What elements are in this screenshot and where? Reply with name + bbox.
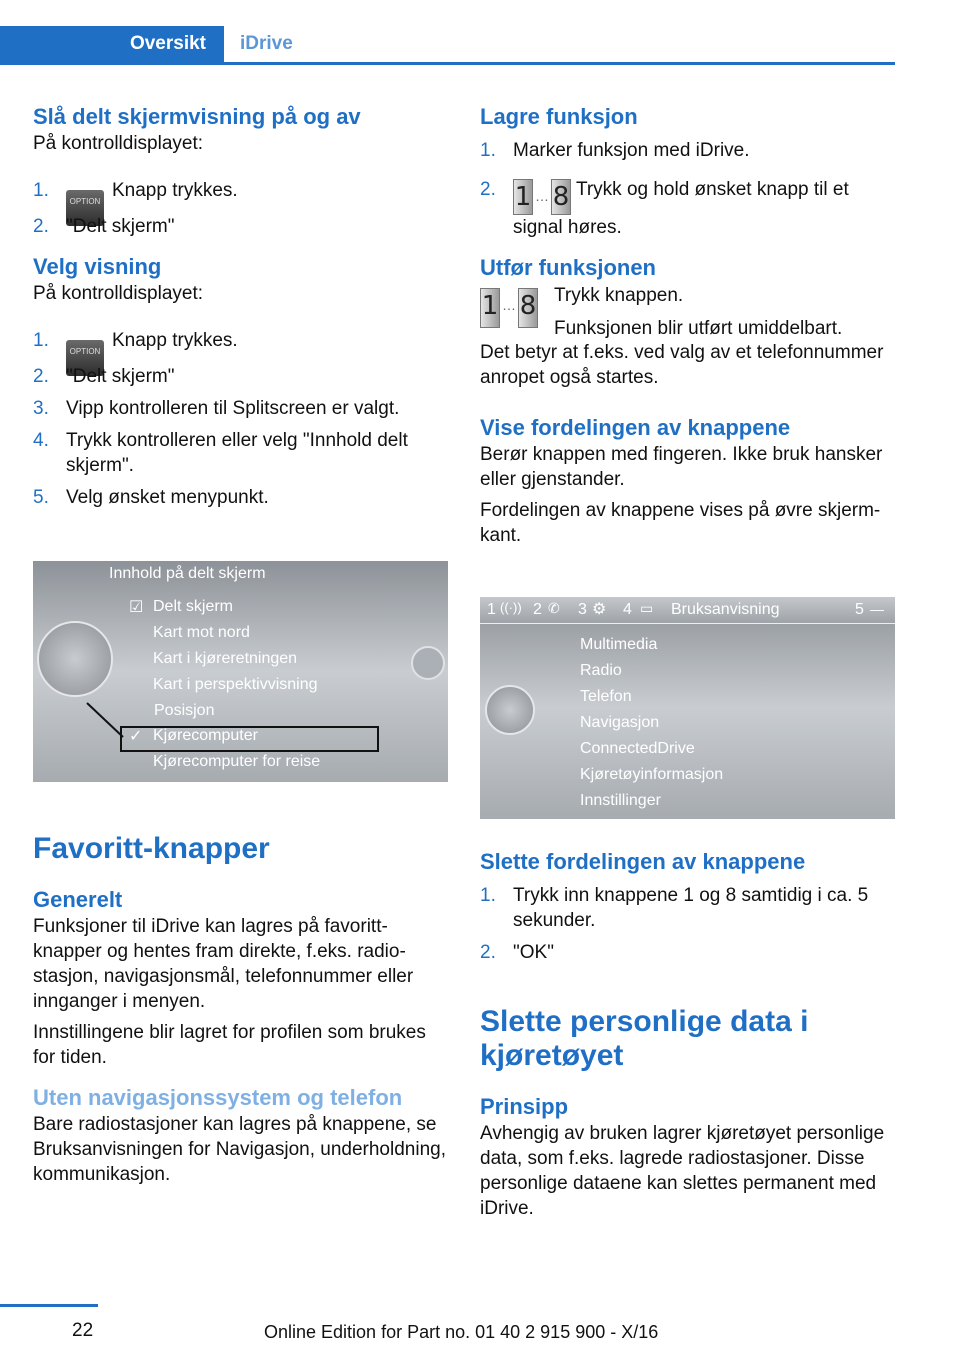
steps-list xyxy=(33,323,449,510)
menu-item: Kart i kjøreretningen xyxy=(153,650,298,667)
menu-item: ConnectedDrive xyxy=(580,740,695,757)
footer-edition-text: Online Edition for Part no. 01 40 2 915 900 - X/16 xyxy=(264,1322,659,1342)
keys-icon: 1 … 8 xyxy=(480,286,538,328)
section-title-split-toggle: Slå delt skjermvisning på og av xyxy=(33,104,361,129)
list-item: 2. 1 … 8 Trykk og hold ønsket knapp til et signal høres. xyxy=(480,179,849,238)
section-title-perform-function: Utfør funksjonen xyxy=(480,255,656,280)
paragraph: Trykk knappen. xyxy=(554,285,684,306)
list-item: 1. OPTIONKnapp trykkes. xyxy=(33,323,449,364)
controller-knob-icon xyxy=(37,621,113,697)
menu-item: Posisjon xyxy=(154,702,215,719)
section-title-no-nav: Uten navigasjonssystem og telefon xyxy=(33,1085,403,1110)
section-title-principle: Prinsipp xyxy=(480,1094,569,1119)
paragraph: Det betyr at f.eks. ved valg av et telefonnummer anropet også startes. xyxy=(480,342,884,388)
paragraph: Funksjoner til iDrive kan lagres på favorittknapper og hentes fram direkte, f.eks. radiostasjon, navigasjonsmål, telefonnummer eller innganger i menyen. xyxy=(33,916,414,1012)
menu-item: Kjørecomputer for reise xyxy=(153,753,321,770)
intro-text: På kontrolldisplayet: xyxy=(33,283,204,304)
steps-list xyxy=(480,883,896,965)
list-item: 2. "OK" xyxy=(480,942,554,963)
list-item: 2. "Delt skjerm" xyxy=(33,366,175,387)
steps-list xyxy=(480,138,896,240)
paragraph: Innstillingene blir lagret for profilen som brukes for tiden. xyxy=(33,1022,426,1068)
paragraph: Fordelingen av knappene vises på øvre skjermkant. xyxy=(480,500,881,546)
option-knob-icon xyxy=(411,646,445,680)
key-1-icon: 1 xyxy=(513,179,533,215)
section-heading-delete-personal-data: Slette personlige data i kjøretøyet xyxy=(480,1005,809,1072)
list-item: 3. Vipp kontrolleren til Splitscreen er valgt. xyxy=(33,398,400,419)
page-number: 22 xyxy=(72,1320,94,1341)
paragraph: Avhengig av bruken lagrer kjøretøyet personlige data, som f.eks. lagrede radiostasjoner. Disse personlige dataene kan slettes permanent med iDrive. xyxy=(480,1123,885,1219)
menu-item: Navigasjon xyxy=(580,714,660,731)
list-item: 1. OPTIONKnapp trykkes. xyxy=(33,173,449,214)
right-column-lower xyxy=(480,848,896,1221)
section-title-general: Generelt xyxy=(33,887,123,912)
key-8-icon: 8 xyxy=(551,179,571,215)
split-screen-menu-image xyxy=(33,561,448,782)
pointer-line xyxy=(85,701,135,741)
tab-oversikt[interactable]: Oversikt xyxy=(0,26,224,62)
menu-item: Multimedia xyxy=(580,636,658,653)
menu-item: Kart i perspektivvisning xyxy=(153,676,318,693)
menu-item: Innstillinger xyxy=(580,792,661,809)
car-icon: ▭ xyxy=(640,600,654,616)
menu-item: Delt skjerm xyxy=(153,598,234,615)
menu-item: Kjøretøyinformasjon xyxy=(580,766,724,783)
menu-item: Radio xyxy=(580,662,622,679)
steps-list xyxy=(33,173,449,239)
intro-text: På kontrolldisplayet: xyxy=(33,133,204,154)
checkbox-icon: ☑ xyxy=(129,599,144,616)
section-heading-favorites: Favoritt-knapper xyxy=(33,832,270,865)
left-column xyxy=(33,103,449,510)
section-title-delete-assignment: Slette fordelingen av knappene xyxy=(480,849,806,874)
menu-item-selected: Kjørecomputer xyxy=(153,727,258,744)
controller-knob-icon xyxy=(485,685,535,735)
phone-icon: ✆ xyxy=(548,600,560,616)
tab-idrive[interactable]: iDrive xyxy=(240,33,293,54)
list-item: 1. Trykk inn knappene 1 og 8 samtidig i ca. 5 sekunder. xyxy=(480,885,869,931)
menu-item: Kart mot nord xyxy=(153,624,250,641)
list-item: 1. Marker funksjon med iDrive. xyxy=(480,140,750,161)
option-button-icon: OPTION xyxy=(66,340,104,376)
dash-icon: — xyxy=(870,601,884,617)
section-title-save-function: Lagre funksjon xyxy=(480,104,638,129)
key-row xyxy=(480,286,896,340)
section-title-show-assignment: Vise fordelingen av knappene xyxy=(480,415,791,440)
list-item: 5. Velg ønsket menypunkt. xyxy=(33,487,269,508)
option-button-icon: OPTION xyxy=(66,190,104,226)
list-item: 4. Trykk kontrolleren eller velg "Innhold delt skjerm". xyxy=(33,430,408,476)
right-column xyxy=(480,103,896,548)
radio-wave-icon: ((·)) xyxy=(500,600,522,615)
gear-icon: ⚙ xyxy=(592,601,607,618)
menu-item: Telefon xyxy=(580,688,632,705)
checkmark-icon: ✓ xyxy=(129,728,143,745)
screen-title: Innhold på delt skjerm xyxy=(109,565,266,582)
paragraph: Bare radiostasjoner kan lagres på knappene, se Bruksanvisningen for Navigasjon, underholdning, kommunikasjon. xyxy=(33,1114,446,1185)
section-title-select-view: Velg visning xyxy=(33,254,162,279)
left-column-lower xyxy=(33,832,449,1187)
footer-rule xyxy=(0,1304,98,1307)
paragraph: Berør knappen med fingeren. Ikke bruk hansker eller gjenstander. xyxy=(480,444,883,490)
list-item: 2. "Delt skjerm" xyxy=(33,216,175,237)
paragraph: Funksjonen blir utført umiddelbart. xyxy=(554,318,843,339)
key-assignment-screen-image: 1 ((·)) 2 ✆ 3 ⚙ 4 ▭ Bruksanvisning 5 — Multimedia Radio Telefon Navigasjon ConnectedDrive Kjøretøyinformasjon Innstillinger xyxy=(480,597,895,819)
